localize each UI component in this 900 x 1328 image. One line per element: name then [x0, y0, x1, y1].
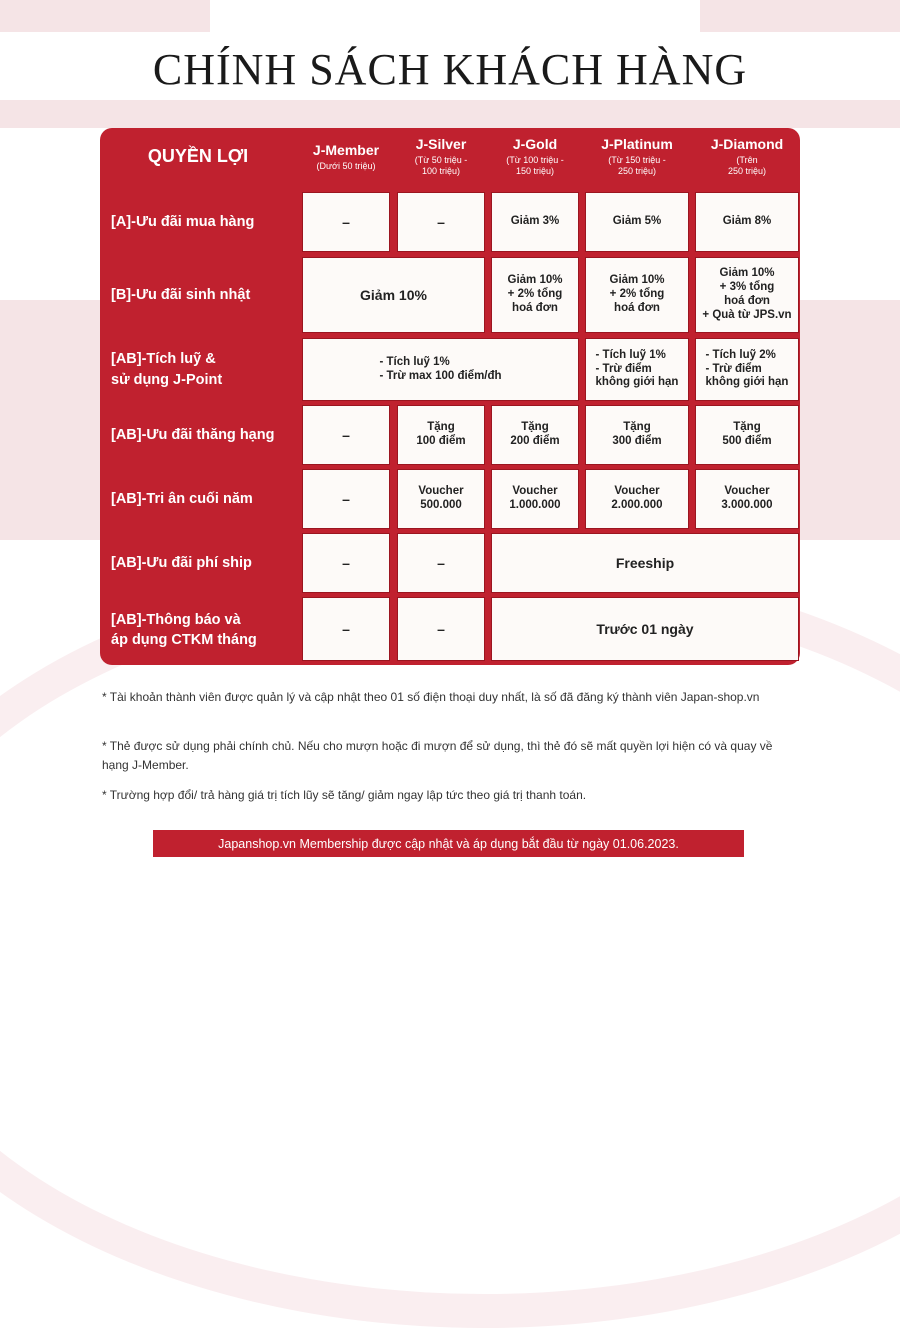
benefit-text: - Tích luỹ 1% - Trừ max 100 điểm/đh [379, 355, 502, 382]
tier-name: J-Platinum [601, 136, 673, 153]
background-block [700, 0, 900, 32]
benefit-cell: Voucher 3.000.000 [695, 469, 799, 529]
tier-range: (Từ 100 triệu - 150 triệu) [506, 155, 564, 177]
benefit-cell: Giảm 10% + 2% tổng hoá đơn [585, 257, 689, 333]
tier-name: J-Diamond [710, 136, 784, 153]
benefit-cell: Voucher 500.000 [397, 469, 485, 529]
row-label-rank-up: [AB]-Ưu đãi thăng hạng [111, 426, 275, 443]
benefit-cell: Voucher 2.000.000 [585, 469, 689, 529]
benefit-cell: – [302, 597, 390, 661]
footer-banner [153, 830, 744, 857]
note-text: * Trường hợp đổi/ trả hàng giá trị tích lũy sẽ tăng/ giảm ngay lập tức theo giá trị thanh toán. [102, 788, 587, 802]
benefit-cell [695, 338, 799, 401]
benefit-cell: – [302, 405, 390, 465]
tier-header-j-member [302, 128, 390, 186]
tier-header-j-platinum [585, 128, 689, 186]
tier-name: J-Silver [415, 136, 467, 153]
benefit-cell: Giảm 10% [302, 257, 485, 333]
tier-header-j-diamond [695, 128, 799, 186]
benefit-cell: Tặng 200 điểm [491, 405, 579, 465]
benefit-cell: Giảm 10% + 3% tổng hoá đơn + Quà từ JPS.vn [695, 257, 799, 333]
benefit-cell [302, 338, 579, 401]
benefit-cell: Giảm 3% [491, 192, 579, 252]
row-label-purchase: [A]-Ưu đãi mua hàng [111, 213, 255, 230]
header-corner: QUYỀN LỢI [147, 146, 249, 167]
row-label-year-end: [AB]-Tri ân cuối năm [111, 490, 253, 507]
tier-name: J-Gold [512, 136, 558, 153]
row-label-j-point: [AB]-Tích luỹ & sử dụng J-Point [111, 351, 223, 388]
benefit-cell: – [302, 533, 390, 593]
benefit-text: - Tích luỹ 1% - Trừ điểm không giới hạn [595, 348, 679, 389]
benefit-cell: Voucher 1.000.000 [491, 469, 579, 529]
tier-header-j-gold [491, 128, 579, 186]
benefit-cell: Giảm 5% [585, 192, 689, 252]
benefit-cell: – [397, 597, 485, 661]
background-block [0, 100, 900, 128]
tier-header-j-silver [397, 128, 485, 186]
background-block [0, 0, 210, 32]
background-arc [0, 560, 900, 1328]
page-title: CHÍNH SÁCH KHÁCH HÀNG [152, 45, 748, 94]
benefit-text: - Tích luỹ 2% - Trừ điểm không giới hạn [705, 348, 789, 389]
benefit-cell: – [397, 533, 485, 593]
benefit-cell: Tặng 100 điểm [397, 405, 485, 465]
benefit-cell: Giảm 8% [695, 192, 799, 252]
benefit-cell: Trước 01 ngày [491, 597, 799, 661]
background-block [0, 300, 100, 540]
benefit-cell [585, 338, 689, 401]
benefit-cell: Tặng 300 điểm [585, 405, 689, 465]
benefit-cell: – [302, 469, 390, 529]
benefit-cell: – [302, 192, 390, 252]
row-label-birthday: [B]-Ưu đãi sinh nhật [111, 286, 251, 303]
tier-range: (Từ 50 triệu - 100 triệu) [414, 155, 468, 177]
note-text: * Tài khoản thành viên được quản lý và cập nhật theo 01 số điện thoại duy nhất, là số đã đăng ký thành viên Japan-shop.vn [102, 690, 760, 704]
benefit-cell: Freeship [491, 533, 799, 593]
benefits-table [100, 128, 800, 665]
benefit-cell: Tặng 500 điểm [695, 405, 799, 465]
benefit-cell: Giảm 10% + 2% tổng hoá đơn [491, 257, 579, 333]
tier-range: (Dưới 50 triệu) [316, 160, 376, 171]
tier-name: J-Member [312, 141, 380, 158]
tier-range: (Trên 250 triệu) [727, 155, 767, 177]
benefit-cell: – [397, 192, 485, 252]
row-label-shipping: [AB]-Ưu đãi phí ship [111, 554, 252, 571]
tier-range: (Từ 150 triệu - 250 triệu) [608, 155, 666, 177]
note-text: * Thẻ được sử dụng phải chính chủ. Nếu cho mượn hoặc đi mượn để sử dụng, thì thẻ đó sẽ mất quyền lợi hiện có và quay về hạng J-Member. [102, 739, 773, 772]
footer-text: Japanshop.vn Membership được cập nhật và áp dụng bắt đầu từ ngày 01.06.2023. [218, 836, 679, 851]
row-label-promotion: [AB]-Thông báo và áp dụng CTKM tháng [111, 611, 257, 648]
background-block [800, 300, 900, 540]
